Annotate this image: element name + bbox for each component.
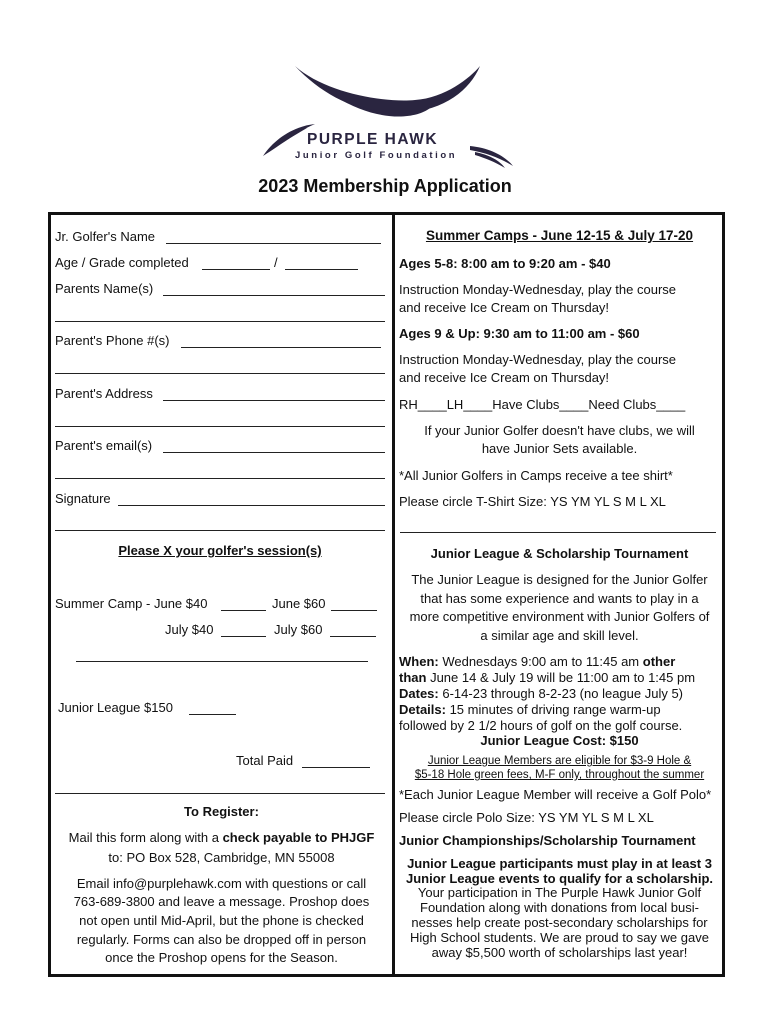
address-field-2[interactable] <box>55 426 385 427</box>
parents-name-label: Parents Name(s) <box>55 281 154 296</box>
tshirt-size-select[interactable]: Please circle T-Shirt Size: YS YM YL S M L XL <box>399 494 666 509</box>
register-heading: To Register: <box>184 804 259 819</box>
when-other: other <box>642 654 676 669</box>
no-clubs-line-1: If your Junior Golfer doesn't have clubs, we will <box>424 423 695 438</box>
phone-field[interactable] <box>181 347 381 348</box>
details-label: Details: <box>399 702 446 717</box>
than-text: June 14 & July 19 will be 11:00 am to 1:45 pm <box>426 670 696 685</box>
brand-name: PURPLE HAWK <box>307 131 439 148</box>
email-line-4: regularly. Forms can also be dropped off in person <box>76 932 367 947</box>
when-line <box>399 653 675 670</box>
phone-field-2[interactable] <box>55 373 385 374</box>
july-40-checkbox[interactable] <box>221 636 266 637</box>
age-grade-label: Age / Grade completed <box>55 255 189 270</box>
league-desc-2: that has some experience and wants to play in a <box>420 591 699 606</box>
june-60-label: June $60 <box>272 596 326 611</box>
instruction-1-line-2: and receive Ice Cream on Thursday! <box>399 300 610 315</box>
camp-june-40-checkbox[interactable] <box>221 610 266 611</box>
june-60-checkbox[interactable] <box>331 610 377 611</box>
league-cost: Junior League Cost: $150 <box>480 733 639 748</box>
eligible-line-2: $5-18 Hole green fees, M-F only, throughout the summer <box>414 769 705 781</box>
dates-line <box>399 685 683 702</box>
session-heading: Please X your golfer's session(s) <box>118 543 322 558</box>
details-text: 15 minutes of driving range warm-up <box>445 702 661 717</box>
camp-june-40-label: Summer Camp - June $40 <box>55 596 208 611</box>
email-field-2[interactable] <box>55 478 385 479</box>
grade-field[interactable] <box>285 269 358 270</box>
july-40-label: July $40 <box>165 622 214 637</box>
dates-text: 6-14-23 through 8-2-23 (no league July 5) <box>438 686 684 701</box>
league-heading: Junior League & Scholarship Tournament <box>430 546 689 561</box>
separator-line-3 <box>400 532 716 533</box>
polo-note: *Each Junior League Member will receive a Golf Polo* <box>399 787 712 802</box>
league-desc-3: more competitive environment with Junior Golfers of <box>409 609 710 624</box>
when-label: When: <box>399 654 439 669</box>
email-line-1: Email info@purplehawk.com with questions or call <box>76 876 367 891</box>
check-payable-text: check payable to PHJGF <box>222 830 375 845</box>
eligible-line-1: Junior League Members are eligible for $3-9 Hole & <box>427 755 692 767</box>
champ-text-1: Your participation in The Purple Hawk Junior Golf <box>417 885 702 900</box>
instruction-2-line-1: Instruction Monday-Wednesday, play the course <box>399 352 676 367</box>
july-60-checkbox[interactable] <box>330 636 376 637</box>
than-line <box>399 669 695 686</box>
golfer-name-field[interactable] <box>166 243 381 244</box>
total-paid-label: Total Paid <box>236 753 294 768</box>
golfer-name-label: Jr. Golfer's Name <box>55 229 156 244</box>
parents-name-field-2[interactable] <box>55 321 385 322</box>
champ-text-4: High School students. We are proud to say we gave <box>410 930 709 945</box>
page-title: 2023 Membership Application <box>258 176 512 196</box>
clubs-line: RH____LH____Have Clubs____Need Clubs____ <box>399 397 686 412</box>
league-150-checkbox[interactable] <box>189 714 236 715</box>
address-label: Parent's Address <box>55 386 153 401</box>
mail-text: Mail this form along with a <box>68 830 223 845</box>
total-paid-field[interactable] <box>302 767 370 768</box>
instruction-2-line-2: and receive Ice Cream on Thursday! <box>399 370 610 385</box>
ages-9-up: Ages 9 & Up: 9:30 am to 11:00 am - $60 <box>399 326 640 341</box>
parents-name-field[interactable] <box>163 295 385 296</box>
camps-heading: Summer Camps - June 12-15 & July 17-20 <box>425 228 694 243</box>
dates-label: Dates: <box>399 686 439 701</box>
no-clubs-line-2: have Junior Sets available. <box>481 441 638 456</box>
email-field[interactable] <box>163 452 385 453</box>
league-desc-1: The Junior League is designed for the Junior Golfer <box>411 572 708 587</box>
instruction-1-line-1: Instruction Monday-Wednesday, play the course <box>399 282 676 297</box>
separator-line <box>76 661 368 662</box>
champ-text-3: nesses help create post-secondary scholarships for <box>411 915 708 930</box>
champ-text-2: Foundation along with donations from local busi- <box>420 900 699 915</box>
signature-field-2[interactable] <box>55 530 385 531</box>
age-grade-separator: / <box>274 255 278 270</box>
championship-heading: Junior Championships/Scholarship Tournament <box>399 833 696 848</box>
league-150-label: Junior League $150 <box>58 700 173 715</box>
email-label: Parent's email(s) <box>55 438 153 453</box>
league-desc-4: a similar age and skill level. <box>480 628 639 643</box>
mail-line-2: to: PO Box 528, Cambridge, MN 55008 <box>108 850 335 865</box>
column-divider <box>392 212 395 977</box>
signature-label: Signature <box>55 491 111 506</box>
email-line-3: not open until Mid-April, but the phone is checked <box>79 913 364 928</box>
july-60-label: July $60 <box>274 622 323 637</box>
purple-hawk-logo <box>255 58 525 173</box>
details-line <box>399 701 661 718</box>
details-line-2: followed by 2 1/2 hours of golf on the golf course. <box>399 718 683 733</box>
champ-bold-1: Junior League participants must play in at least 3 <box>407 856 712 871</box>
champ-text-5: away $5,500 worth of scholarships last year! <box>431 945 688 960</box>
than-label: than <box>399 670 427 685</box>
age-field[interactable] <box>202 269 270 270</box>
email-line-5: once the Proshop opens for the Season. <box>105 950 338 965</box>
mail-line-1 <box>55 829 388 846</box>
when-text: Wednesdays 9:00 am to 11:45 am <box>438 654 643 669</box>
brand-subtitle: Junior Golf Foundation <box>295 150 458 161</box>
phone-label: Parent's Phone #(s) <box>55 333 170 348</box>
champ-bold-2: Junior League events to qualify for a scholarship. <box>405 871 713 886</box>
ages-5-8: Ages 5-8: 8:00 am to 9:20 am - $40 <box>399 256 611 271</box>
signature-field[interactable] <box>118 505 385 506</box>
polo-size-select[interactable]: Please circle Polo Size: YS YM YL S M L XL <box>399 810 654 825</box>
tee-shirt-note: *All Junior Golfers in Camps receive a tee shirt* <box>399 468 673 483</box>
separator-line-2 <box>55 793 385 794</box>
email-line-2: 763-689-3800 and leave a message. Proshop does <box>73 894 370 909</box>
address-field[interactable] <box>163 400 385 401</box>
